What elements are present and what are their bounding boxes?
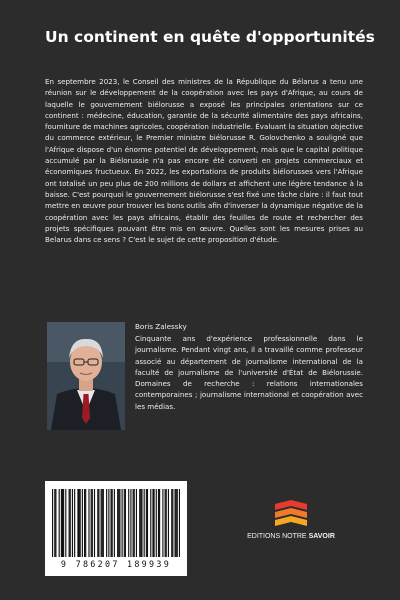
publisher-name-bold: SAVOIR <box>308 533 335 540</box>
publisher-logo-icon <box>271 500 311 528</box>
publisher-name-regular: EDITIONS NOTRE <box>247 533 307 540</box>
book-title: Un continent en quête d'opportunités <box>45 28 375 46</box>
author-bio: Cinquante ans d'expérience professionnelle dans le journalisme. Pendant vingt ans, il a travaillé comme professeur associé au département de journalisme international de la faculté de journalisme de l'université d'État de Biélorussie. Domaines de recherche : relations internationales contemporaines ; journalisme international et coopération avec les médias. <box>135 334 363 411</box>
publisher-name <box>246 533 336 540</box>
isbn-barcode <box>45 481 187 576</box>
back-cover-blurb: En septembre 2023, le Conseil des ministres de la République du Bélarus a tenu une réunion sur le développement de la coopération avec les pays d'Afrique, au cours de laquelle le gouvernement biélorusse a exposé les principales orientations sur ce continent : médecine, éducation, garantie de la sécurité alimentaire des pays africains, fourniture de machines agricoles, coopération industrielle. Évaluant la situation objective du commerce extérieur, le Premier ministre biélorusse R. Golovchenko a souligné que l'Afrique dispose d'un énorme potentiel de développement, mais que le capital politique accumulé par la Biélorussie n'a pas encore été converti en projets commerciaux et économiques fructueux. En 2022, les exportations de produits biélorusses vers l'Afrique ont totalisé un peu plus de 200 millions de dollars et affichent une légère tendance à la baisse. C'est pourquoi le gouvernement biélorusse s'est fixé une tâche claire : il faut tout mettre en œuvre pour trouver les bons outils afin d'inverser la dynamique négative de la coopération avec les pays africains, établir des feuilles de route et rechercher des projets spécifiques pouvant être mis en œuvre. Quelles sont les mesures prises au Belarus dans ce sens ? C'est le sujet de cette proposition d'étude. <box>45 77 363 245</box>
isbn-digits: 9 786207 189939 <box>60 559 172 569</box>
author-photo <box>47 322 125 430</box>
barcode-bars-graphic <box>52 489 180 557</box>
publisher-block <box>246 500 336 570</box>
author-name: Boris Zalessky <box>135 322 187 331</box>
